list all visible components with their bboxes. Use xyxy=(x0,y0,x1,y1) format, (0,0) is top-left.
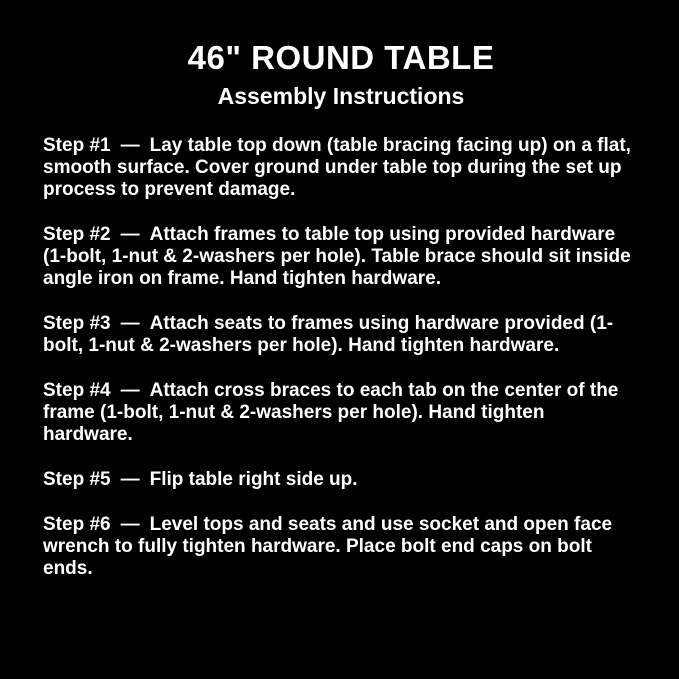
step-item xyxy=(43,224,639,290)
page-subtitle: Assembly Instructions xyxy=(217,83,465,110)
step-dash: — xyxy=(120,468,140,490)
step-dash: — xyxy=(120,312,140,334)
step-text: Attach frames to table top using provided hardware (1-bolt, 1-nut & 2-washers per hole). Table brace should sit inside angle iron on frame. Hand tighten hardware. xyxy=(43,223,631,289)
steps-list xyxy=(43,135,639,580)
step-item xyxy=(43,380,639,446)
step-item xyxy=(43,135,639,201)
step-item xyxy=(43,514,639,580)
step-text: Attach cross braces to each tab on the center of the frame (1-bolt, 1-nut & 2-washers per hole). Hand tighten hardware. xyxy=(43,379,619,445)
step-item xyxy=(43,469,639,491)
step-text: Flip table right side up. xyxy=(149,468,358,490)
step-item xyxy=(43,313,639,357)
step-text: Lay table top down (table bracing facing up) on a flat, smooth surface. Cover ground under table top during the set up process to prevent damage. xyxy=(43,134,631,200)
step-label: Step #3 xyxy=(43,312,111,334)
step-dash: — xyxy=(120,223,140,245)
step-text: Attach seats to frames using hardware provided (1-bolt, 1-nut & 2-washers per hole). Hand tighten hardware. xyxy=(43,312,614,356)
step-label: Step #4 xyxy=(43,379,111,401)
step-label: Step #5 xyxy=(43,468,111,490)
step-label: Step #1 xyxy=(43,134,111,156)
step-dash: — xyxy=(120,134,140,156)
step-label: Step #6 xyxy=(43,513,111,535)
step-dash: — xyxy=(120,513,140,535)
page-title: 46" ROUND TABLE xyxy=(187,39,495,76)
step-text: Level tops and seats and use socket and open face wrench to fully tighten hardware. Place bolt end caps on bolt ends. xyxy=(43,513,613,579)
step-label: Step #2 xyxy=(43,223,111,245)
step-dash: — xyxy=(120,379,140,401)
